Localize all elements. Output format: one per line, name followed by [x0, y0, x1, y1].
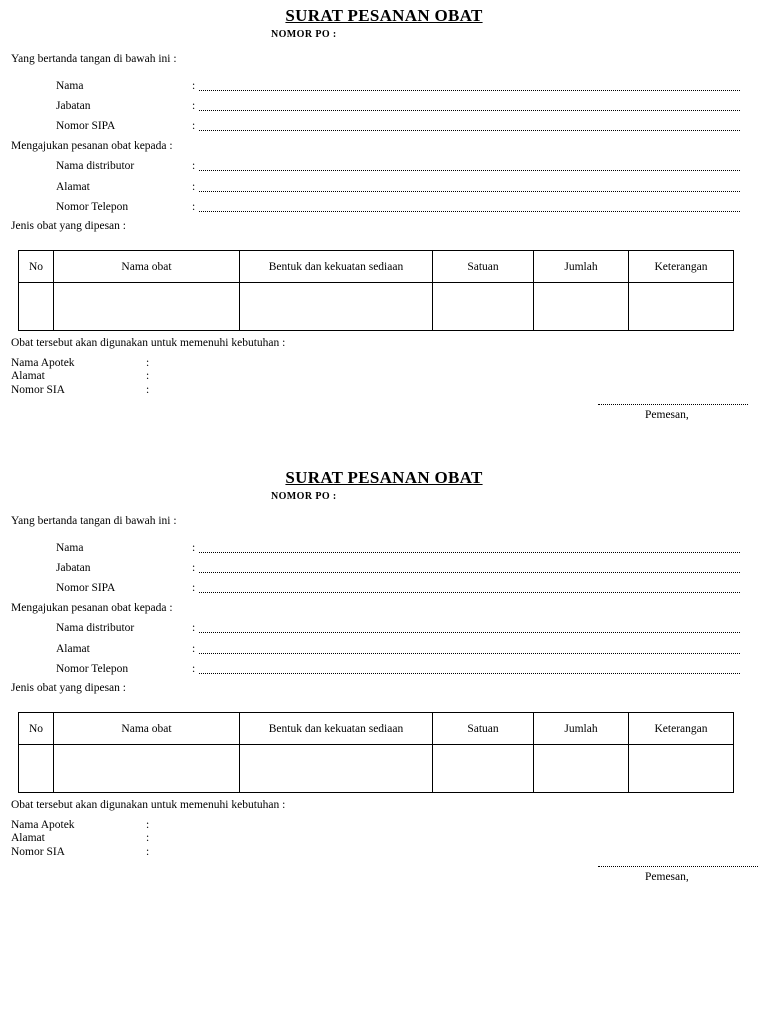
jenis-obat-label: Jenis obat yang dipesan :	[11, 220, 126, 232]
header-nama-obat: Nama obat	[54, 713, 240, 745]
field-label-nama-distributor: Nama distributor	[56, 622, 135, 634]
cell-jumlah[interactable]	[534, 283, 629, 331]
header-keterangan: Keterangan	[629, 251, 734, 283]
signature-label: Pemesan,	[645, 871, 689, 883]
field-label-nomor-sipa: Nomor SIPA	[56, 120, 116, 132]
po-number-label: NOMOR PO :	[271, 29, 337, 40]
cell-nama-obat[interactable]	[54, 283, 240, 331]
field-label-nama: Nama	[56, 80, 84, 92]
field-label-nomor-sia: Nomor SIA	[11, 384, 65, 396]
header-jumlah: Jumlah	[534, 251, 629, 283]
fill-line-nama[interactable]	[199, 90, 740, 91]
field-label-nomor-sia: Nomor SIA	[11, 846, 65, 858]
cell-satuan[interactable]	[433, 745, 534, 793]
jenis-obat-label: Jenis obat yang dipesan :	[11, 682, 126, 694]
cell-bentuk-kekuatan[interactable]	[240, 745, 433, 793]
field-label-nomor-sipa: Nomor SIPA	[56, 582, 116, 594]
cell-no[interactable]	[19, 283, 54, 331]
field-label-alamat: Alamat	[56, 643, 90, 655]
table-header-row	[19, 713, 734, 745]
fill-line-jabatan[interactable]	[199, 572, 740, 573]
cell-bentuk-kekuatan[interactable]	[240, 283, 433, 331]
field-separator: :	[192, 181, 196, 193]
field-label-nama: Nama	[56, 542, 84, 554]
form-title: SURAT PESANAN OBAT	[285, 468, 483, 487]
fill-line-alamat[interactable]	[199, 653, 740, 654]
table-header-row	[19, 251, 734, 283]
field-label-nama-distributor: Nama distributor	[56, 160, 135, 172]
header-bentuk-kekuatan: Bentuk dan kekuatan sediaan	[240, 251, 433, 283]
field-separator: :	[192, 80, 196, 92]
field-label-jabatan: Jabatan	[56, 100, 91, 112]
field-separator: :	[192, 622, 196, 634]
header-nama-obat: Nama obat	[54, 251, 240, 283]
cell-nama-obat[interactable]	[54, 745, 240, 793]
field-label-nomor-telepon: Nomor Telepon	[56, 201, 129, 213]
field-separator: :	[192, 100, 196, 112]
intro-text: Yang bertanda tangan di bawah ini :	[11, 515, 177, 527]
signature-line[interactable]	[598, 866, 758, 867]
field-label-nama-apotek: Nama Apotek	[11, 819, 75, 831]
field-separator: :	[146, 370, 150, 382]
fill-line-nomor-sipa[interactable]	[199, 130, 740, 131]
order-table	[18, 712, 734, 793]
fill-line-alamat[interactable]	[199, 191, 740, 192]
fill-line-nama[interactable]	[199, 552, 740, 553]
header-satuan: Satuan	[433, 251, 534, 283]
intro-text: Yang bertanda tangan di bawah ini :	[11, 53, 177, 65]
field-label-nomor-telepon: Nomor Telepon	[56, 663, 129, 675]
fill-line-nomor-telepon[interactable]	[199, 211, 740, 212]
header-no: No	[19, 251, 54, 283]
cell-satuan[interactable]	[433, 283, 534, 331]
header-no: No	[19, 713, 54, 745]
fill-line-nama-distributor[interactable]	[199, 632, 740, 633]
field-separator: :	[192, 663, 196, 675]
field-label-jabatan: Jabatan	[56, 562, 91, 574]
purpose-label: Obat tersebut akan digunakan untuk memenuhi kebutuhan :	[11, 337, 286, 349]
cell-keterangan[interactable]	[629, 745, 734, 793]
field-separator: :	[192, 643, 196, 655]
field-separator: :	[146, 384, 150, 396]
order-form-2	[0, 462, 768, 922]
purpose-label: Obat tersebut akan digunakan untuk memenuhi kebutuhan :	[11, 799, 286, 811]
field-label-alamat-apotek: Alamat	[11, 370, 45, 382]
cell-no[interactable]	[19, 745, 54, 793]
header-keterangan: Keterangan	[629, 713, 734, 745]
table-row	[19, 745, 734, 793]
po-number-label: NOMOR PO :	[271, 491, 337, 502]
fill-line-jabatan[interactable]	[199, 110, 740, 111]
fill-line-nama-distributor[interactable]	[199, 170, 740, 171]
field-separator: :	[146, 819, 150, 831]
field-label-alamat-apotek: Alamat	[11, 832, 45, 844]
fill-line-nomor-sipa[interactable]	[199, 592, 740, 593]
header-jumlah: Jumlah	[534, 713, 629, 745]
order-form-1	[0, 0, 768, 460]
field-separator: :	[192, 542, 196, 554]
field-separator: :	[192, 562, 196, 574]
field-separator: :	[146, 832, 150, 844]
field-label-alamat: Alamat	[56, 181, 90, 193]
signature-label: Pemesan,	[645, 409, 689, 421]
table-row	[19, 283, 734, 331]
header-satuan: Satuan	[433, 713, 534, 745]
field-separator: :	[146, 846, 150, 858]
field-separator: :	[192, 120, 196, 132]
cell-keterangan[interactable]	[629, 283, 734, 331]
header-bentuk-kekuatan: Bentuk dan kekuatan sediaan	[240, 713, 433, 745]
field-separator: :	[192, 582, 196, 594]
order-table	[18, 250, 734, 331]
cell-jumlah[interactable]	[534, 745, 629, 793]
field-separator: :	[192, 160, 196, 172]
field-label-nama-apotek: Nama Apotek	[11, 357, 75, 369]
signature-line[interactable]	[598, 404, 748, 405]
field-separator: :	[192, 201, 196, 213]
request-label: Mengajukan pesanan obat kepada :	[11, 602, 173, 614]
fill-line-nomor-telepon[interactable]	[199, 673, 740, 674]
request-label: Mengajukan pesanan obat kepada :	[11, 140, 173, 152]
field-separator: :	[146, 357, 150, 369]
form-title: SURAT PESANAN OBAT	[285, 6, 483, 25]
